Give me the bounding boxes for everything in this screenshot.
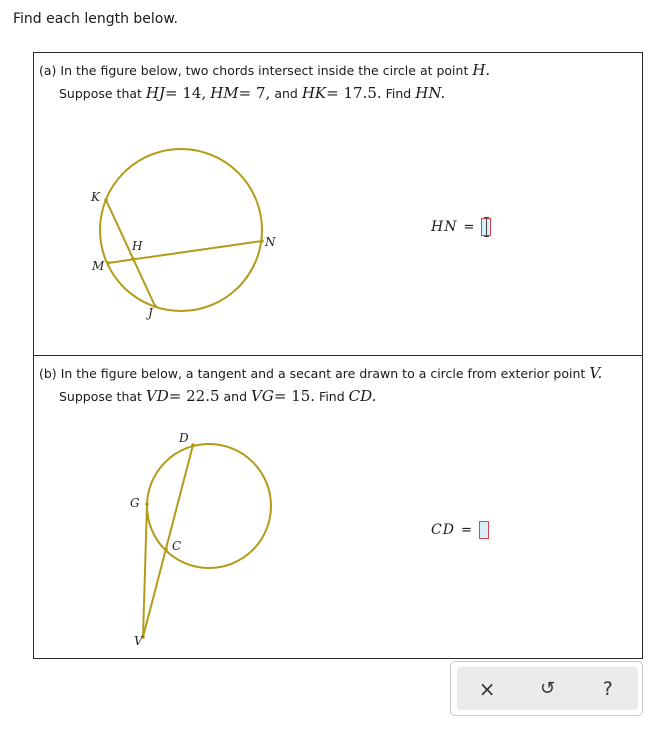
part-b-panel <box>33 355 643 659</box>
part-a-prompt-line2: Suppose that HJ= 14, HM= 7, and HK= 17.5. Find HN. <box>59 84 446 102</box>
part-a-panel <box>33 52 643 356</box>
part-a-figure <box>34 53 334 353</box>
tangent-vg <box>143 504 147 637</box>
label-c: C <box>172 539 182 553</box>
undo-button[interactable] <box>527 674 567 704</box>
instructions: Find each length below. <box>13 11 178 27</box>
label-d: D <box>179 431 189 445</box>
clear-button[interactable] <box>467 674 507 704</box>
close-icon: × <box>478 676 496 701</box>
part-b-figure <box>34 356 334 656</box>
part-b-prompt-line2: Suppose that VD= 22.5 and VG= 15. Find CD. <box>59 387 377 405</box>
circle-a <box>100 149 262 311</box>
secant-vd <box>143 445 193 637</box>
part-a-prompt-line1: (a) In the figure below, two chords intersect inside the circle at point H. <box>39 61 491 79</box>
answer-toolbar <box>450 661 643 716</box>
label-k: K <box>91 190 100 204</box>
undo-icon: ↺ <box>539 678 556 699</box>
help-button[interactable] <box>588 674 628 704</box>
label-m: M <box>92 259 105 273</box>
part-b-prompt-line1: (b) In the figure below, a tangent and a secant are drawn to a circle from exterior point V. <box>39 364 603 382</box>
label-n: N <box>265 235 276 249</box>
label-g: G <box>130 496 140 510</box>
help-icon: ? <box>602 677 613 700</box>
label-v: V <box>134 634 143 648</box>
answer-cd-row: CD = <box>431 521 489 539</box>
hn-answer-input[interactable] <box>481 218 491 236</box>
answer-hn-row: HN = <box>431 218 491 236</box>
label-h: H <box>132 239 143 253</box>
chord-kj <box>106 200 155 306</box>
label-j: J <box>148 306 153 320</box>
cd-answer-input[interactable] <box>479 521 489 539</box>
